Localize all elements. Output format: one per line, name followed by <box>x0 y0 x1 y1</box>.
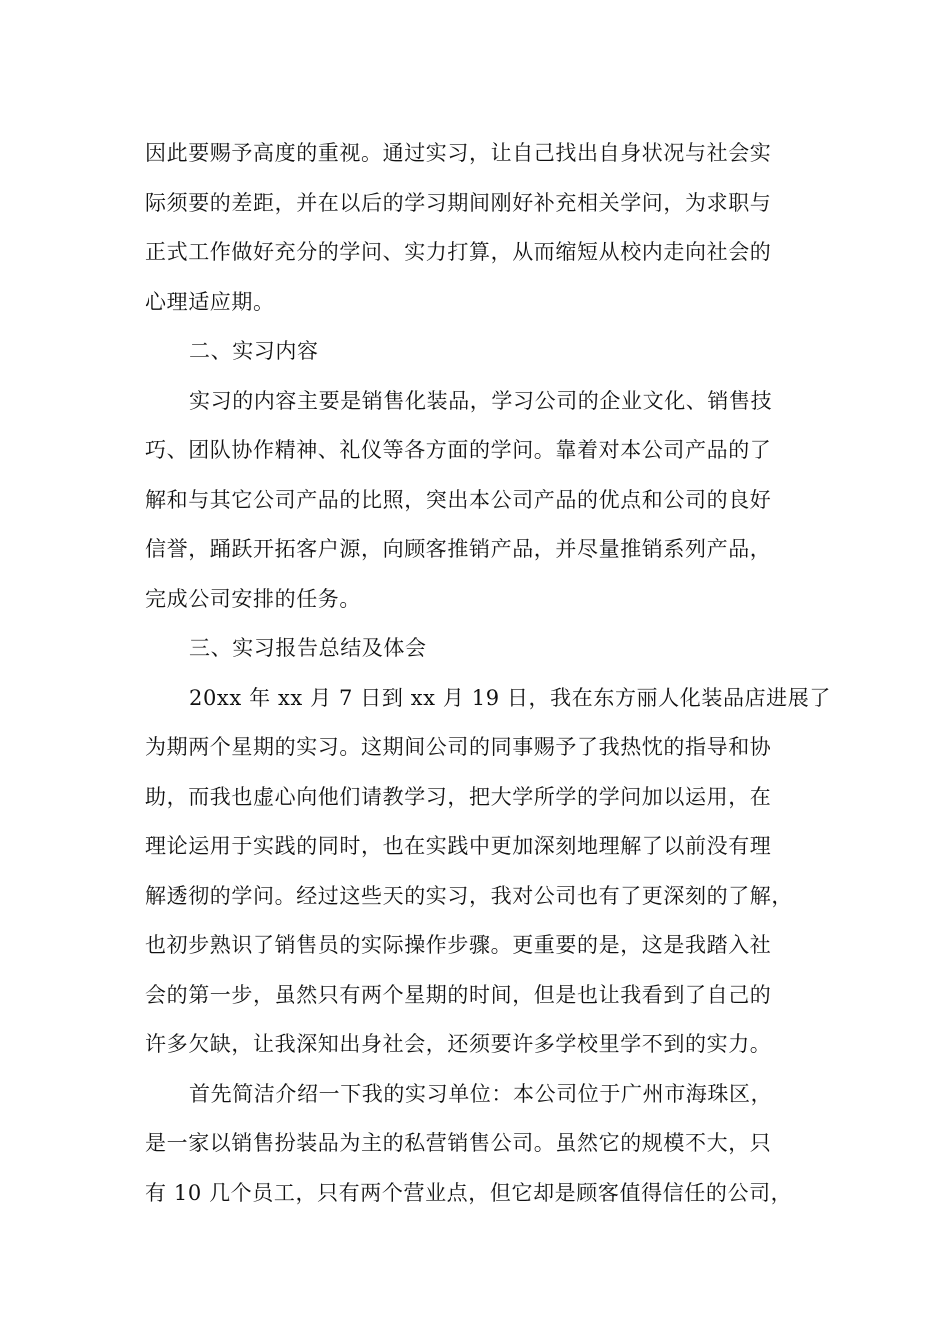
text-line: 20xx 年 xx 月 7 日到 xx 月 19 日，我在东方丽人化装品店进展了 <box>189 685 831 710</box>
text-line: 首先简洁介绍一下我的实习单位：本公司位于广州市海珠区， <box>189 1081 773 1106</box>
text-line: 解和与其它公司产品的比照，突出本公司产品的优点和公司的良好 <box>145 487 772 512</box>
text-line: 心理适应期。 <box>145 289 275 314</box>
document-body <box>145 129 831 1218</box>
text-line: 正式工作做好充分的学问、实力打算，从而缩短从校内走向社会的 <box>145 240 772 264</box>
text-line: 实习的内容主要是销售化装品，学习公司的企业文化、销售技 <box>189 388 773 413</box>
text-line: 际须要的差距，并在以后的学习期间刚好补充相关学问，为求职与 <box>145 190 772 215</box>
text-line: 也初步熟识了销售员的实际操作步骤。更重要的是，这是我踏入社 <box>145 933 772 957</box>
text-line: 许多欠缺，让我深知出身社会，还须要许多学校里学不到的实力。 <box>145 1032 772 1056</box>
section-heading: 二、实习内容 <box>189 339 319 363</box>
text-line: 完成公司安排的任务。 <box>145 586 361 611</box>
text-line: 巧、团队协作精神、礼仪等各方面的学问。靠着对本公司产品的了 <box>145 438 772 462</box>
text-line: 理论运用于实践的同时，也在实践中更加深刻地理解了以前没有理 <box>145 834 772 858</box>
text-line: 助，而我也虚心向他们请教学习，把大学所学的学问加以运用，在 <box>145 784 772 809</box>
text-line: 会的第一步，虽然只有两个星期的时间，但是也让我看到了自己的 <box>145 982 772 1007</box>
text-line: 因此要赐予高度的重视。通过实习，让自己找出自身状况与社会实 <box>145 141 772 165</box>
section-heading: 三、实习报告总结及体会 <box>189 636 427 660</box>
text-line: 解透彻的学问。经过这些天的实习，我对公司也有了更深刻的了解， <box>145 883 793 908</box>
text-line: 为期两个星期的实习。这期间公司的同事赐予了我热忱的指导和协 <box>145 735 772 759</box>
text-line: 有 10 几个员工，只有两个营业点，但它却是顾客值得信任的公司， <box>145 1180 793 1205</box>
text-line: 是一家以销售扮装品为主的私营销售公司。虽然它的规模不大，只 <box>145 1131 772 1155</box>
text-line: 信誉，踊跃开拓客户源，向顾客推销产品，并尽量推销系列产品， <box>145 537 772 561</box>
